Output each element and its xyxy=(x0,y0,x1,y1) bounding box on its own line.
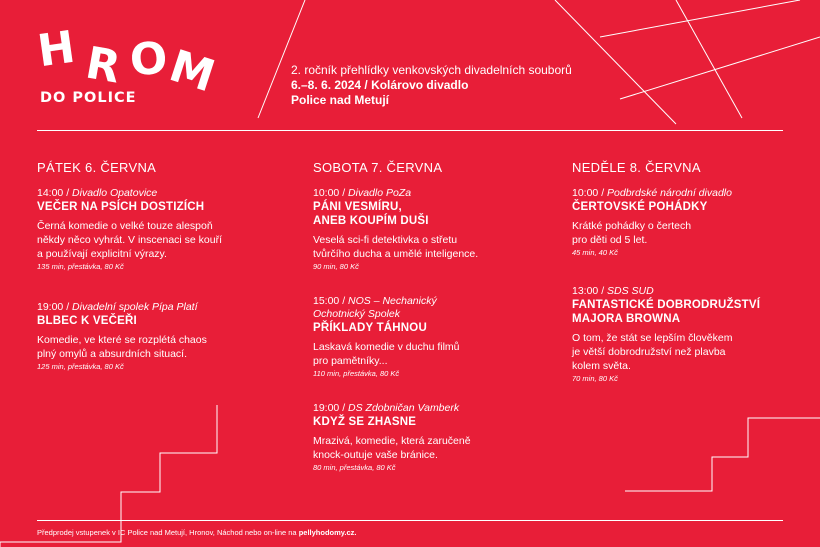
event-venue: Divadlo PoZa xyxy=(348,187,412,199)
event-description: Laskavá komedie v duchu filmů pro pamětníky... xyxy=(313,341,460,367)
footer-divider xyxy=(37,520,783,521)
event-meta: 19:00 / Divadelní spolek Pípa Platí xyxy=(37,301,198,313)
event-venue-line2: Ochotnický Spolek xyxy=(313,308,400,320)
event-meta: 15:00 / NOS – Nechanický Ochotnický Spolek xyxy=(313,295,437,320)
event-meta: 14:00 / Divadlo Opatovice xyxy=(37,187,158,199)
day-column-sunday xyxy=(572,160,802,405)
logo-subtitle: DO POLICE xyxy=(40,90,137,106)
edition-line: 2. ročník přehlídky venkovských divadelních souborů xyxy=(291,63,572,77)
event-title: KDYŽ SE ZHASNE xyxy=(313,416,417,428)
date-venue-line: 6.–8. 6. 2024 / Kolárovo divadlo xyxy=(291,78,469,92)
event-title: FANTASTICKÉ DOBRODRUŽSTVÍ MAJORA BROWNA xyxy=(572,299,761,325)
footer-text: Předprodej vstupenek v IC Police nad Metují, Hronov, Náchod nebo on-line na xyxy=(37,528,299,537)
event-meta: 19:00 / DS Zdobničan Vamberk xyxy=(313,402,460,414)
day-column-saturday xyxy=(313,160,543,494)
event-duration-price: 125 min, přestávka, 80 Kč xyxy=(37,362,124,371)
event-title: ČERTOVSKÉ POHÁDKY xyxy=(572,201,708,213)
logo-letter-h: H xyxy=(34,21,79,78)
event-description: Černá komedie o velké touze alespoň někdy něco vyhrát. V inscenaci se kouří a používají explicitní výrazy. xyxy=(37,220,223,260)
header-divider xyxy=(37,130,783,131)
event-duration-price: 110 min, přestávka, 80 Kč xyxy=(313,369,400,378)
event-item xyxy=(37,301,267,371)
event-description: Krátké pohádky o čertech pro děti od 5 let. xyxy=(572,220,692,246)
event-duration-price: 90 min, 80 Kč xyxy=(313,262,359,271)
event-description: Mrazivá, komedie, která zaručeně knock-outuje vaše bránice. xyxy=(313,435,471,461)
day-title: SOBOTA 7. ČERVNA xyxy=(313,160,443,175)
festival-info xyxy=(291,63,572,108)
event-description: Komedie, ve které se rozplétá chaos plný omylů a absurdních situací. xyxy=(37,334,207,360)
event-meta: 10:00 / Podbrdské národní divadlo xyxy=(572,187,732,199)
event-item xyxy=(313,187,543,271)
logo-letter-o: O xyxy=(128,32,170,87)
festival-logo xyxy=(34,21,221,108)
day-title: NEDĚLE 8. ČERVNA xyxy=(572,160,701,175)
event-item xyxy=(572,285,802,383)
event-meta: 10:00 / Divadlo PoZa xyxy=(313,187,412,199)
event-venue: Podbrdské národní divadlo xyxy=(607,187,732,199)
event-meta: 13:00 / SDS SUD xyxy=(572,285,654,297)
logo-letter-r: R xyxy=(81,37,125,94)
event-venue: NOS – Nechanický xyxy=(348,295,437,307)
event-duration-price: 80 min, přestávka, 80 Kč xyxy=(313,463,396,472)
event-duration-price: 135 min, přestávka, 80 Kč xyxy=(37,262,124,271)
event-venue: DS Zdobničan Vamberk xyxy=(348,402,460,414)
logo-letter-m: M xyxy=(163,40,221,103)
event-venue: Divadlo Opatovice xyxy=(72,187,158,199)
event-item xyxy=(313,402,543,472)
event-description: Veselá sci-fi detektivka o střetu tvůrčího ducha a umělé inteligence. xyxy=(313,234,479,260)
day-column-friday xyxy=(37,160,267,393)
event-title: PÁNI VESMÍRU, ANEB KOUPÍM DUŠI xyxy=(313,201,429,227)
event-item xyxy=(313,295,543,378)
event-title: VEČER NA PSÍCH DOSTIZÍCH xyxy=(37,201,205,213)
event-venue: Divadelní spolek Pípa Platí xyxy=(72,301,198,313)
event-venue: SDS SUD xyxy=(607,285,654,297)
event-duration-price: 70 min, 80 Kč xyxy=(572,374,618,383)
town-line: Police nad Metují xyxy=(291,93,390,107)
event-title: BLBEC K VEČEŘI xyxy=(37,315,137,327)
event-duration-price: 45 min, 40 Kč xyxy=(572,248,618,257)
footer-note xyxy=(37,528,356,537)
event-description: O tom, že stát se lepším člověkem je větší dobrodružství než plavba kolem světa. xyxy=(572,332,733,372)
ticket-link[interactable]: pellyhodomy.cz. xyxy=(298,528,357,537)
day-title: PÁTEK 6. ČERVNA xyxy=(37,160,157,175)
event-title: PŘÍKLADY TÁHNOU xyxy=(313,322,427,334)
event-item xyxy=(572,187,802,257)
event-item xyxy=(37,187,267,271)
